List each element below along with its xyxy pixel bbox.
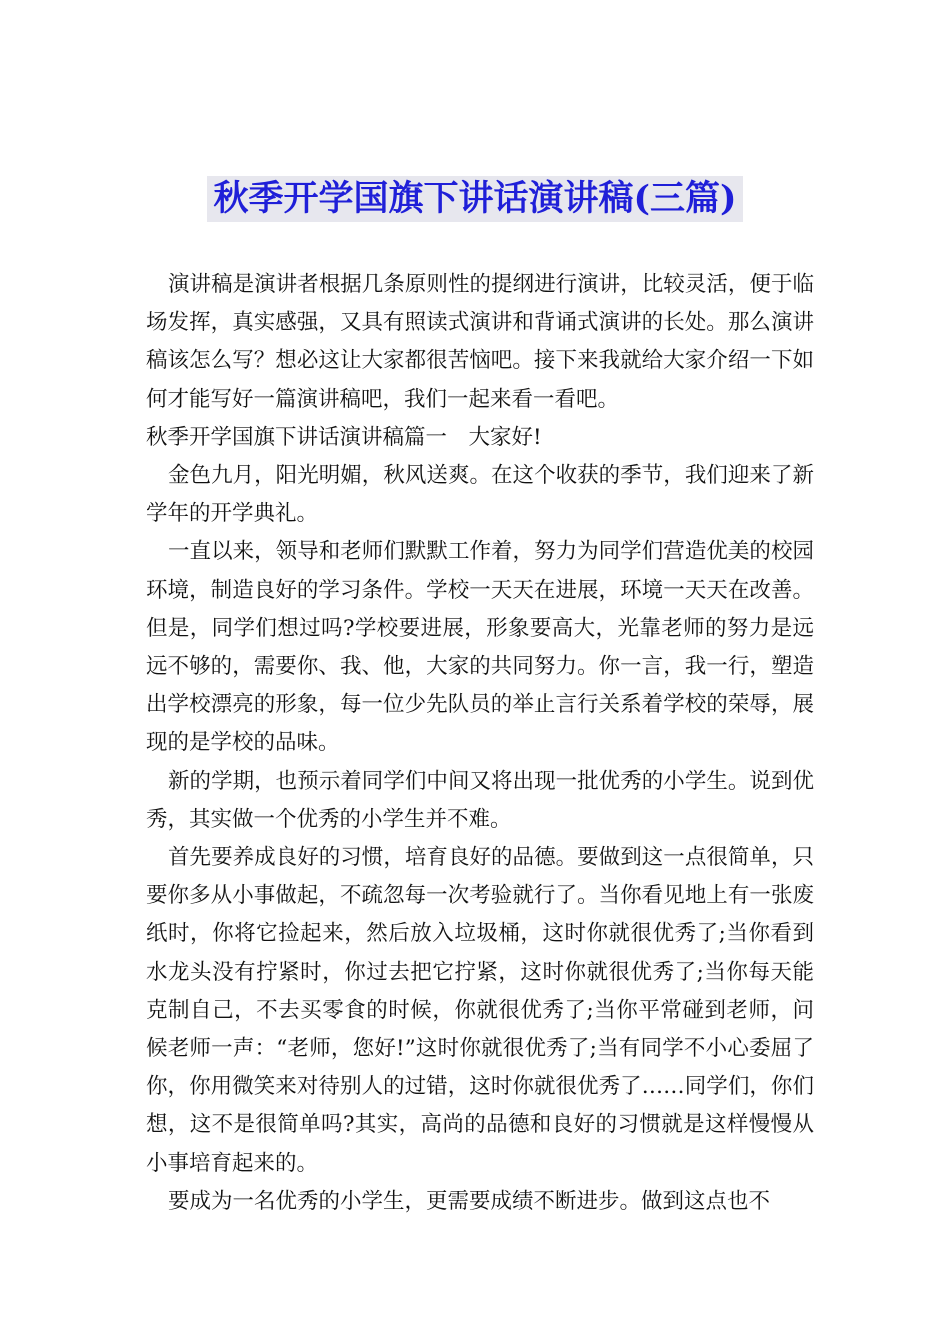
body-paragraph: 新的学期，也预示着同学们中间又将出现一批优秀的小学生。说到优秀，其实做一个优秀的小学生并不难。: [146, 768, 814, 832]
body-paragraph: 首先要养成良好的习惯，培育良好的品德。要做到这一点很简单，只要你多从小事做起，不疏忽每一次考验就行了。当你看见地上有一张废纸时，你将它捡起来，然后放入垃圾桶，这时你就很优秀了;当你看到水龙头没有拧紧时，你过去把它拧紧，这时你就很优秀了;当你每天能克制自己，不去买零食的时候，你就很优秀了;当你平常碰到老师，问候老师一声：“老师，您好!”这时你就很优秀了;当有同学不小心委屈了你，你用微笑来对待别人的过错，这时你就很优秀了……同学们，你们想，这不是很简单吗?其实，高尚的品德和良好的习惯就是这样慢慢从小事培育起来的。: [146, 845, 814, 1176]
intro-paragraph: 演讲稿是演讲者根据几条原则性的提纲进行演讲，比较灵活，便于临场发挥，真实感强，又具有照读式演讲和背诵式演讲的长处。那么演讲稿该怎么写？想必这让大家都很苦恼吧。接下来我就给大家介绍一下如何才能写好一篇演讲稿吧，我们一起来看一看吧。: [146, 272, 814, 412]
body-paragraph: 一直以来，领导和老师们默默工作着，努力为同学们营造优美的校园环境，制造良好的学习条件。学校一天天在进展，环境一天天在改善。但是，同学们想过吗?学校要进展，形象要高大，光靠老师的努力是远远不够的，需要你、我、他，大家的共同努力。你一言，我一行，塑造出学校漂亮的形象，每一位少先队员的举止言行关系着学校的荣辱，展现的是学校的品味。: [146, 539, 814, 756]
document-title: 秋季开学国旗下讲话演讲稿(三篇): [207, 176, 742, 222]
body-paragraph: 要成为一名优秀的小学生，更需要成绩不断进步。做到这点也不: [168, 1188, 771, 1214]
document-body: [146, 266, 814, 1221]
section-heading-line: 秋季开学国旗下讲话演讲稿篇一 大家好!: [146, 424, 542, 450]
body-paragraph: 金色九月，阳光明媚，秋风送爽。在这个收获的季节，我们迎来了新学年的开学典礼。: [146, 463, 814, 527]
title-container: [0, 176, 950, 222]
